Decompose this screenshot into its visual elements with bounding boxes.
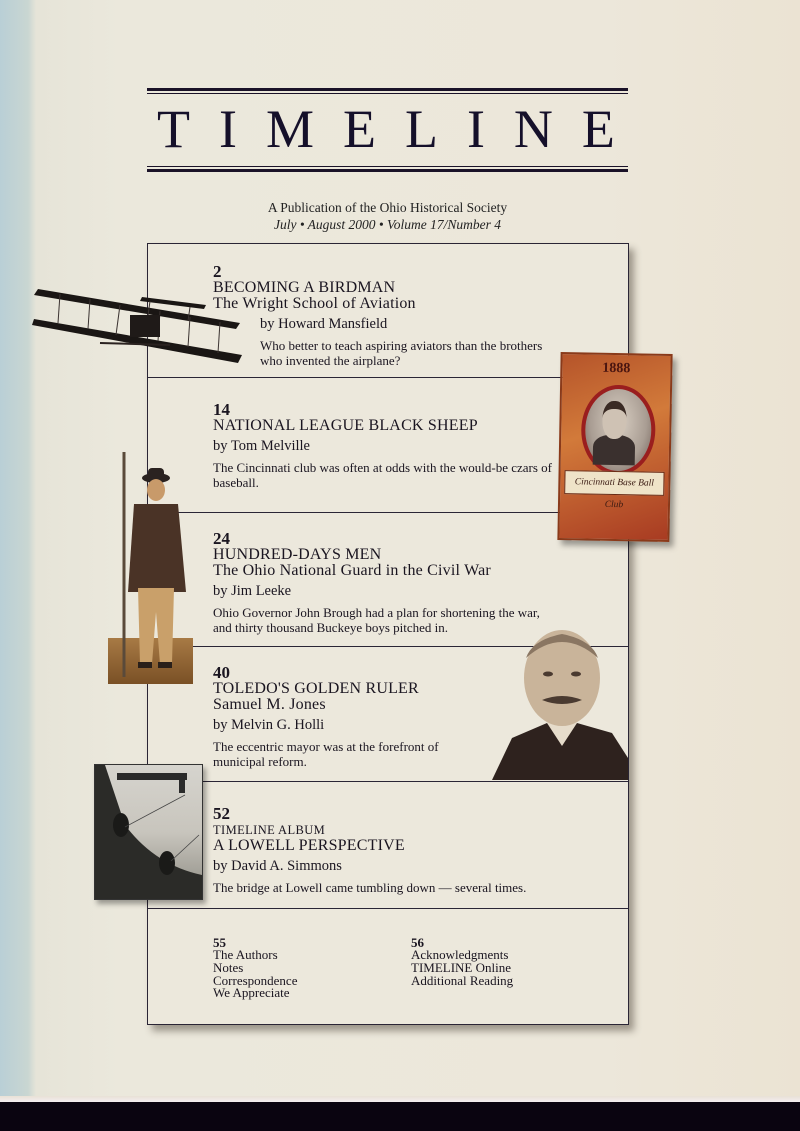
page-number: 52	[213, 804, 230, 823]
department-item[interactable]: We Appreciate	[213, 985, 290, 1001]
page-number: 24	[213, 529, 230, 548]
issue-line: July • August 2000 • Volume 17/Number 4	[273, 217, 502, 232]
article-description: The bridge at Lowell came tumbling down — several times.	[213, 880, 527, 895]
departments-column	[411, 936, 513, 987]
toc-entry[interactable]	[148, 782, 628, 909]
department-item[interactable]: The Authors	[213, 947, 278, 962]
masthead-rule-bottom	[147, 169, 628, 172]
departments-section	[148, 909, 628, 1024]
soldier-image	[108, 452, 194, 684]
article-title: HUNDRED-DAYS MEN	[213, 546, 382, 563]
department-item[interactable]: Correspondence	[213, 972, 298, 988]
department-item[interactable]: Notes	[213, 959, 244, 975]
article-author: by David A. Simmons	[213, 858, 342, 874]
lowell-bridge-photo	[94, 764, 203, 900]
article-author: by Tom Melville	[213, 438, 310, 454]
article-description: The eccentric mayor was at the forefront of municipal reform.	[213, 739, 439, 769]
article-description: The Cincinnati club was often at odds with the would-be czars of baseball.	[213, 460, 552, 490]
page-number: 2	[213, 262, 222, 281]
article-author: by Howard Mansfield	[260, 316, 388, 332]
article-subtitle: The Wright School of Aviation	[213, 295, 416, 312]
article-subtitle: Samuel M. Jones	[213, 696, 326, 713]
page-number: 14	[213, 400, 230, 419]
baseball-card-image	[557, 352, 672, 542]
article-title: BECOMING A BIRDMAN	[213, 279, 396, 296]
article-subtitle: The Ohio National Guard in the Civil War	[213, 562, 491, 579]
masthead-rule-bottom-thin	[147, 166, 628, 167]
publisher-line: A Publication of the Ohio Historical Society	[267, 200, 508, 215]
magazine-title: TIMELINE	[157, 99, 644, 159]
page-number: 40	[213, 663, 230, 682]
toc-entry[interactable]	[148, 513, 628, 647]
article-author: by Jim Leeke	[213, 583, 292, 599]
masthead	[147, 88, 644, 172]
card-year: 1888	[602, 360, 631, 377]
page-number: 56	[411, 935, 424, 950]
department-item[interactable]: TIMELINE Online	[411, 959, 512, 975]
article-title: TOLEDO'S GOLDEN RULER	[213, 680, 419, 697]
article-description: Who better to teach aspiring aviators than the brothers who invented the airplane?	[260, 338, 543, 368]
masthead-rule-top-thin	[147, 93, 628, 94]
article-kicker: TIMELINE ALBUM	[213, 823, 326, 837]
article-title: NATIONAL LEAGUE BLACK SHEEP	[213, 417, 478, 434]
toc-entry[interactable]	[148, 378, 628, 513]
card-label: Cincinnati Base Ball Club	[564, 470, 664, 496]
article-author: by Melvin G. Holli	[213, 717, 325, 733]
masthead-rule-top	[147, 88, 628, 91]
samuel-jones-portrait-image	[492, 628, 628, 780]
article-title: A LOWELL PERSPECTIVE	[213, 837, 405, 854]
department-item[interactable]: Acknowledgments	[411, 947, 509, 962]
article-description: Ohio Governor John Brough had a plan for shortening the war, and thirty thousand Buckeye boys pitched in.	[213, 605, 540, 635]
department-item[interactable]: Additional Reading	[411, 972, 514, 988]
biplane-image	[30, 283, 250, 368]
page-number: 55	[213, 935, 226, 950]
departments-column	[213, 936, 297, 1000]
